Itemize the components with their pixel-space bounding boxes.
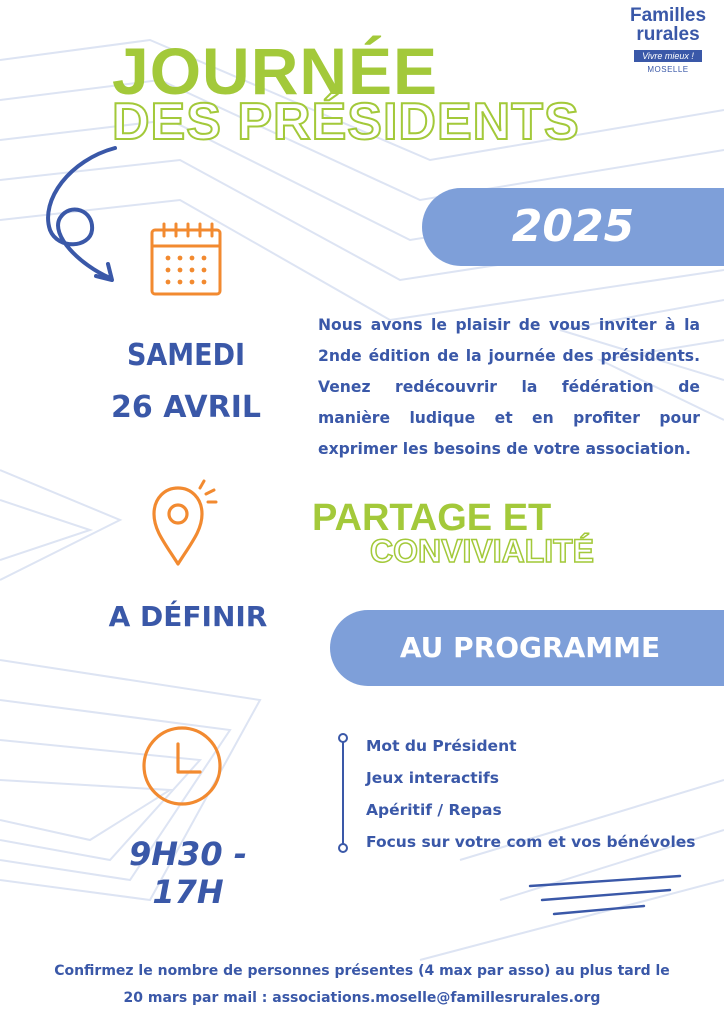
event-time: 9H30 - 17H	[129, 835, 247, 911]
year-label: 2025	[511, 201, 635, 252]
list-item: Jeux interactifs	[366, 769, 499, 787]
program-list	[366, 730, 696, 858]
logo-tagline: Vivre mieux !	[634, 50, 702, 62]
footer-line1: Confirmez le nombre de personnes présentes (4 max par asso) au plus tard le	[54, 963, 670, 979]
list-item: Apéritif / Repas	[366, 801, 502, 819]
footer-line2: 20 mars par mail : associations.moselle@famillesrurales.org	[123, 990, 601, 1006]
program-heading: AU PROGRAMME	[399, 631, 661, 664]
logo-line1: Familles	[629, 5, 707, 26]
logo	[618, 6, 718, 74]
location-pin-icon	[148, 478, 220, 570]
logo-line2: rurales	[636, 24, 700, 45]
footer	[20, 958, 704, 1012]
event-day: SAMEDI	[126, 338, 246, 373]
logo-region: MOSELLE	[647, 65, 689, 74]
slogan-line1: PARTAGE ET	[312, 497, 552, 539]
list-item: Mot du Président	[366, 737, 517, 755]
event-date: 26 AVRIL	[111, 390, 261, 425]
intro-text: Nous avons le plaisir de vous inviter à la 2nde édition de la journée des présidents. Venez redécouvrir la fédération de manière ludique et en profiter pour exprimer les besoins de votre association.	[318, 316, 700, 458]
title-line1: JOURNÉE	[112, 34, 439, 108]
curly-arrow-icon	[30, 140, 140, 290]
title-line2: DES PRÉSIDENTS	[112, 93, 580, 151]
clock-icon	[138, 722, 226, 810]
event-location: A DÉFINIR	[108, 600, 268, 633]
program-timeline	[336, 732, 350, 856]
decorative-strokes	[524, 870, 694, 920]
list-item: Focus sur votre com et vos bénévoles	[366, 833, 696, 851]
slogan-line2: CONVIVIALITÉ	[370, 533, 595, 569]
calendar-icon	[148, 220, 224, 300]
